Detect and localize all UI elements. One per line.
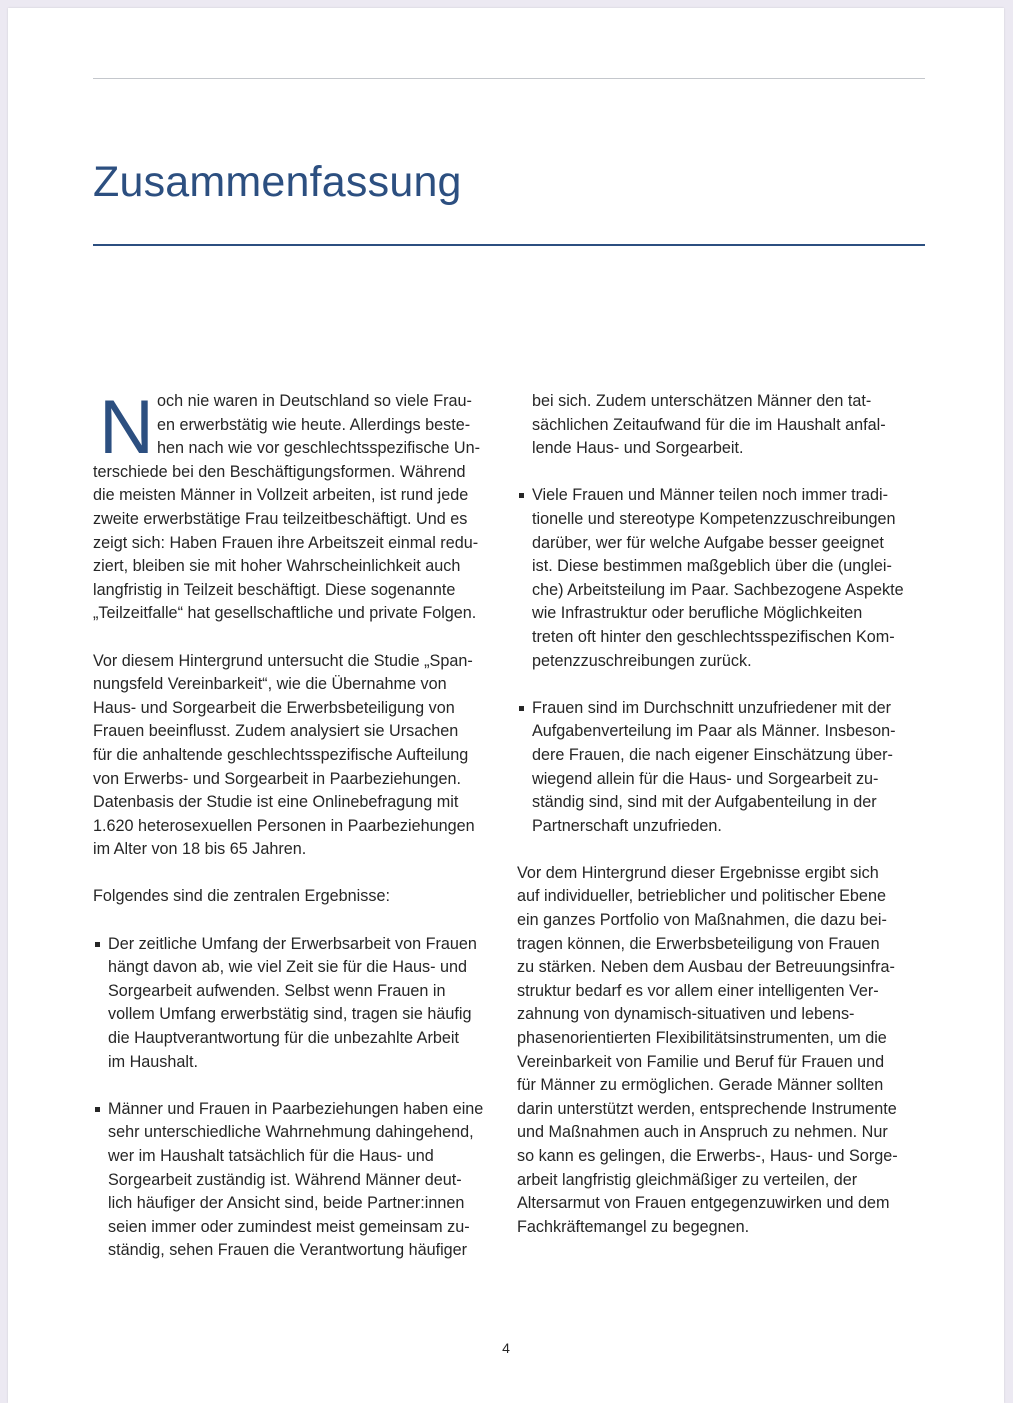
text-line: hängt davon ab, wie viel Zeit sie für die Haus- und: [108, 958, 468, 977]
text-line: „Teilzeitfalle“ hat gesellschaftliche und private Folgen.: [93, 604, 477, 623]
text-line: zeigt sich: Haben Frauen ihre Arbeitszeit einmal redu-: [93, 533, 479, 552]
list-item: [93, 1098, 501, 1263]
text-line: terschiede bei den Beschäftigungsformen. Während: [93, 462, 466, 481]
text-line: wer im Haushalt tatsächlich für die Haus- und: [108, 1147, 434, 1165]
text-line: Frauen sind im Durchschnitt unzufriedener mit der: [532, 698, 891, 717]
text-line: bei sich. Zudem unterschätzen Männer den tat-: [532, 392, 872, 410]
text-line: wie Infrastruktur oder berufliche Möglichkeiten: [532, 604, 863, 623]
text-line: dere Frauen, die nach eigener Einschätzung über-: [532, 745, 893, 764]
text-line: im Alter von 18 bis 65 Jahren.: [93, 840, 307, 859]
text-line: treten oft hinter den geschlechtsspezifischen Kom-: [532, 627, 895, 646]
text-line: lich häufiger der Ansicht sind, beide Partner:innen: [108, 1194, 465, 1213]
text-line: Sorgearbeit aufwenden. Selbst wenn Frauen in: [108, 981, 446, 1000]
text-line: Datenbasis der Studie ist eine Onlinebefragung mit: [93, 793, 459, 812]
page-title: Zusammenfassung: [93, 158, 462, 206]
text-line: Vereinbarkeit von Familie und Beruf für Frauen und: [517, 1052, 885, 1071]
conclusion-paragraph: [517, 862, 927, 1240]
text-line: zweite erwerbstätige Frau teilzeitbeschäftigt. Und es: [93, 509, 468, 528]
text-line: sehr unterschiedliche Wahrnehmung dahingehend,: [108, 1123, 474, 1142]
results-list-right: [517, 484, 927, 838]
text-line: en erwerbstätig wie heute. Allerdings beste-: [157, 415, 471, 434]
text-line: nungsfeld Vereinbarkeit“, wie die Übernahme von: [93, 675, 447, 694]
text-line: Vor dem Hintergrund dieser Ergebnisse ergibt sich: [517, 863, 879, 882]
list-item: [517, 484, 927, 673]
text-line: che) Arbeitsteilung im Paar. Sachbezogene Aspekte: [532, 580, 904, 599]
text-line: ziert, bleiben sie mit hoher Wahrscheinlichkeit auch: [93, 557, 461, 576]
text-line: so kann es gelingen, die Erwerbs-, Haus- und Sorge-: [517, 1147, 898, 1165]
text-line: zu stärken. Neben dem Ausbau der Betreuungsinfra-: [517, 958, 895, 977]
right-column: [517, 390, 927, 1263]
text-line: Altersarmut von Frauen entgegenzuwirken und dem: [517, 1194, 890, 1213]
text-line: sächlichen Zeitaufwand für die im Haushalt anfal-: [532, 415, 886, 434]
text-line: tionelle und stereotype Kompetenzzuschreibungen: [532, 509, 896, 528]
text-line: Haus- und Sorgearbeit die Erwerbsbeteiligung von: [93, 698, 455, 717]
text-line: von Erwerbs- und Sorgearbeit in Paarbeziehungen.: [93, 769, 462, 788]
text-line: hen nach wie vor geschlechtsspezifische Un-: [157, 439, 481, 458]
left-column: [93, 385, 501, 1287]
header-divider: [93, 78, 925, 79]
text-line: für die anhaltende geschlechtsspezifische Aufteilung: [93, 745, 469, 764]
study-paragraph: [93, 650, 501, 862]
text-line: struktur bedarf es vor allem einer intelligenten Ver-: [517, 981, 879, 1000]
text-line: die Hauptverantwortung für die unbezahlte Arbeit: [108, 1029, 459, 1048]
text-line: 1.620 heterosexuellen Personen in Paarbeziehungen: [93, 816, 475, 835]
text-line: zahnung von dynamisch-situativen und lebens-: [517, 1005, 855, 1024]
text-line: ist. Diese bestimmen maßgeblich über die (unglei-: [532, 557, 892, 576]
text-line: Sorgearbeit zuständig ist. Während Männer deut-: [108, 1170, 462, 1189]
text-line: wiegend allein für die Haus- und Sorgearbeit zu-: [532, 769, 879, 788]
text-line: Männer und Frauen in Paarbeziehungen haben eine: [108, 1099, 484, 1118]
title-underline: [93, 244, 925, 246]
list-item: [93, 933, 501, 1075]
intro-paragraph: [93, 385, 501, 626]
text-line: langfristig in Teilzeit beschäftigt. Diese sogenannte: [93, 580, 456, 599]
bullet-continuation: [532, 390, 927, 461]
text-line: ein ganzes Portfolio von Maßnahmen, die dazu bei-: [517, 911, 887, 930]
text-line: Frauen beeinflusst. Zudem analysiert sie Ursachen: [93, 722, 459, 741]
text-line: darüber, wer für welche Aufgabe besser geeignet: [532, 533, 884, 552]
text-line: Aufgabenverteilung im Paar als Männer. Insbeson-: [532, 722, 896, 741]
results-list-left: [93, 933, 501, 1263]
page-number: 4: [502, 1340, 510, 1356]
text-line: vollem Umfang erwerbstätig sind, tragen sie häufig: [108, 1005, 472, 1024]
text-line: Partnerschaft unzufrieden.: [532, 816, 722, 835]
drop-cap: N: [99, 385, 154, 470]
text-line: Vor diesem Hintergrund untersucht die Studie „Span-: [93, 651, 473, 670]
text-line: seien immer oder zumindest meist gemeinsam zu-: [108, 1217, 470, 1236]
text-line: och nie waren in Deutschland so viele Frau-: [157, 392, 472, 410]
text-line: im Haushalt.: [108, 1052, 198, 1071]
text-line: die meisten Männer in Vollzeit arbeiten, ist rund jede: [93, 486, 469, 505]
text-line: darin unterstützt werden, entsprechende Instrumente: [517, 1099, 897, 1118]
text-line: tragen können, die Erwerbsbeteiligung von Frauen: [517, 934, 880, 953]
text-line: ständig, sehen Frauen die Verantwortung häufiger: [108, 1241, 468, 1260]
text-line: für Männer zu ermöglichen. Gerade Männer sollten: [517, 1076, 884, 1095]
text-line: Der zeitliche Umfang der Erwerbsarbeit von Frauen: [108, 934, 477, 953]
text-line: Viele Frauen und Männer teilen noch immer tradi-: [532, 486, 889, 505]
text-line: Fachkräftemangel zu begegnen.: [517, 1217, 750, 1236]
text-line: lende Haus- und Sorgearbeit.: [532, 439, 744, 458]
text-line: phasenorientierten Flexibilitätsinstrumenten, um die: [517, 1029, 887, 1048]
text-line: petenzzuschreibungen zurück.: [532, 651, 752, 670]
text-line: auf individueller, betrieblicher und politischer Ebene: [517, 887, 886, 906]
text-line: arbeit langfristig gleichmäßiger zu verteilen, der: [517, 1170, 858, 1189]
document-page: [8, 8, 1004, 1403]
text-line: und Maßnahmen auch in Anspruch zu nehmen. Nur: [517, 1123, 888, 1142]
list-item: [517, 697, 927, 839]
text-line: ständig sind, sind mit der Aufgabenteilung in der: [532, 793, 877, 812]
results-intro: Folgendes sind die zentralen Ergebnisse:: [93, 887, 390, 906]
